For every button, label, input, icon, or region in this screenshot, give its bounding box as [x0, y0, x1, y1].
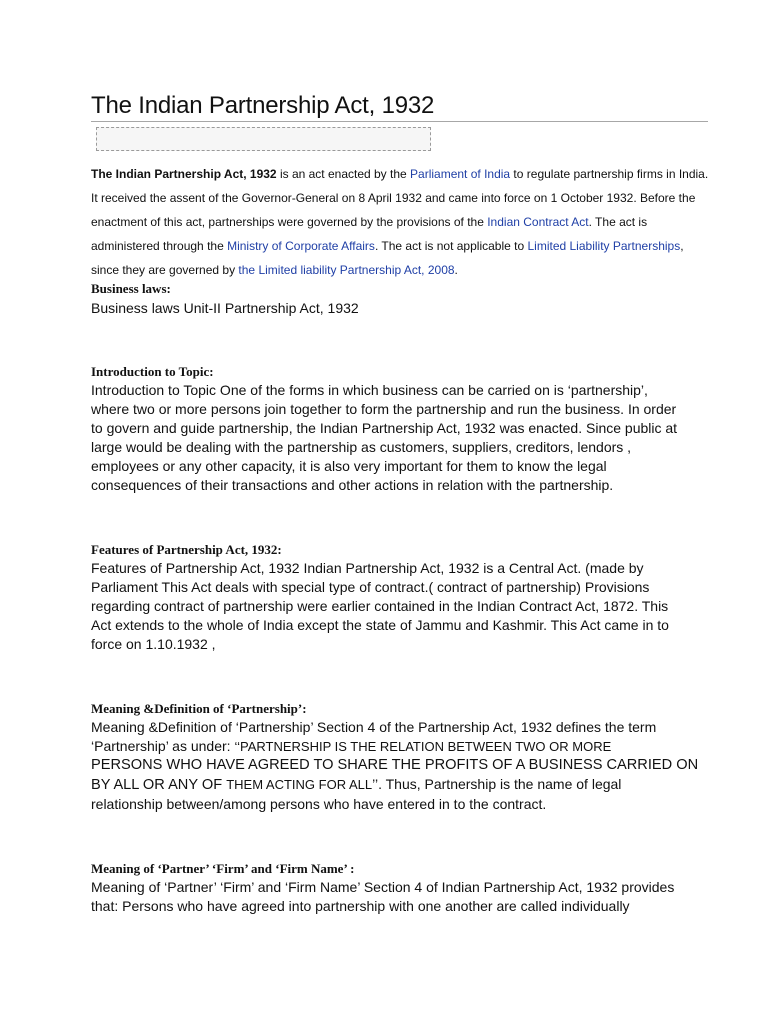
section-body-business-laws	[91, 299, 711, 318]
body-line: that: Persons who have agreed into partnership with one another are called individually	[91, 898, 630, 914]
intro-text: to regulate partnership firms in India. It received the assent of the Governor-General on 8 April 1932 and came into force on 1 October 1932. Before the enactment of this act, partnerships were governed by the provisions of the	[91, 167, 709, 229]
body-line	[91, 737, 711, 756]
definition-caps-text: ‘‘PARTNERSHIP IS THE RELATION BETWEEN TWO OR MORE	[234, 739, 612, 754]
title-divider	[91, 121, 708, 122]
title-placeholder-box	[96, 127, 431, 151]
section-heading-features: Features of Partnership Act, 1932:	[91, 542, 282, 557]
section-heading-definition: Meaning &Definition of ‘Partnership’:	[91, 701, 307, 716]
intro-paragraph	[91, 162, 711, 282]
intro-text: , since they are governed by	[91, 239, 684, 277]
llp-act-link[interactable]: the Limited liability Partnership Act, 2008	[238, 263, 455, 277]
body-line: Act extends to the whole of India except the state of Jammu and Kashmir. This Act came in to	[91, 617, 669, 633]
body-text: ‘Partnership’ as under:	[91, 738, 235, 754]
section-body-definition	[91, 718, 711, 814]
section-body-introduction	[91, 381, 711, 495]
body-line	[91, 775, 711, 795]
body-line: to govern and guide partnership, the Indian Partnership Act, 1932 was enacted. Since public at	[91, 420, 678, 436]
definition-caps-line: PERSONS WHO HAVE AGREED TO SHARE THE PROFITS OF A BUSINESS CARRIED ON	[91, 757, 699, 773]
intro-text: .	[454, 263, 458, 277]
body-line: force on 1.10.1932 ,	[91, 636, 216, 652]
indian-contract-act-link[interactable]: Indian Contract Act	[487, 215, 589, 229]
intro-text: . The act is administered through the	[91, 215, 648, 253]
definition-caps-text: THEM ACTING FOR ALL	[226, 777, 373, 792]
section-heading-business-laws: Business laws:	[91, 281, 171, 296]
document-title: The Indian Partnership Act, 1932	[91, 92, 435, 119]
body-line: Introduction to Topic One of the forms in which business can be carried on is ‘partnership’,	[91, 382, 648, 398]
body-line: regarding contract of partnership were earlier contained in the Indian Contract Act, 1872. This	[91, 598, 669, 614]
section-heading-introduction: Introduction to Topic:	[91, 364, 214, 379]
body-line: employees or any other capacity, it is also very important for them to know the legal	[91, 458, 607, 474]
ministry-corporate-affairs-link[interactable]: Ministry of Corporate Affairs	[227, 239, 375, 253]
intro-text: is an act enacted by the	[276, 167, 411, 181]
body-line: Features of Partnership Act, 1932 Indian Partnership Act, 1932 is a Central Act. (made by	[91, 560, 644, 576]
llp-link[interactable]: Limited Liability Partnerships	[527, 239, 681, 253]
body-line: large would be dealing with the partnership as customers, suppliers, creditors, lendors ,	[91, 439, 632, 455]
intro-bold-lead: The Indian Partnership Act, 1932	[91, 167, 277, 181]
section-body-partner-firm	[91, 878, 711, 916]
body-line: consequences of their transactions and other actions in relation with the partnership.	[91, 477, 614, 493]
body-line: relationship between/among persons who have entered in to the contract.	[91, 796, 547, 812]
section-body-features	[91, 559, 711, 654]
body-line: Business laws Unit-II Partnership Act, 1932	[91, 300, 359, 316]
body-line: where two or more persons join together to form the partnership and run the business. In order	[91, 401, 677, 417]
body-line: Meaning of ‘Partner’ ‘Firm’ and ‘Firm Name’ Section 4 of Indian Partnership Act, 1932 provides	[91, 879, 675, 895]
body-line: Meaning &Definition of ‘Partnership’ Section 4 of the Partnership Act, 1932 defines the term	[91, 719, 657, 735]
section-heading-partner-firm: Meaning of ‘Partner’ ‘Firm’ and ‘Firm Name’ :	[91, 861, 355, 876]
intro-text: . The act is not applicable to	[374, 239, 528, 253]
parliament-of-india-link[interactable]: Parliament of India	[410, 167, 511, 181]
body-text: ’’. Thus, Partnership is the name of legal	[372, 776, 622, 792]
definition-caps-text: BY ALL OR ANY OF	[91, 777, 227, 793]
body-line: Parliament This Act deals with special type of contract.( contract of partnership) Provisions	[91, 579, 650, 595]
